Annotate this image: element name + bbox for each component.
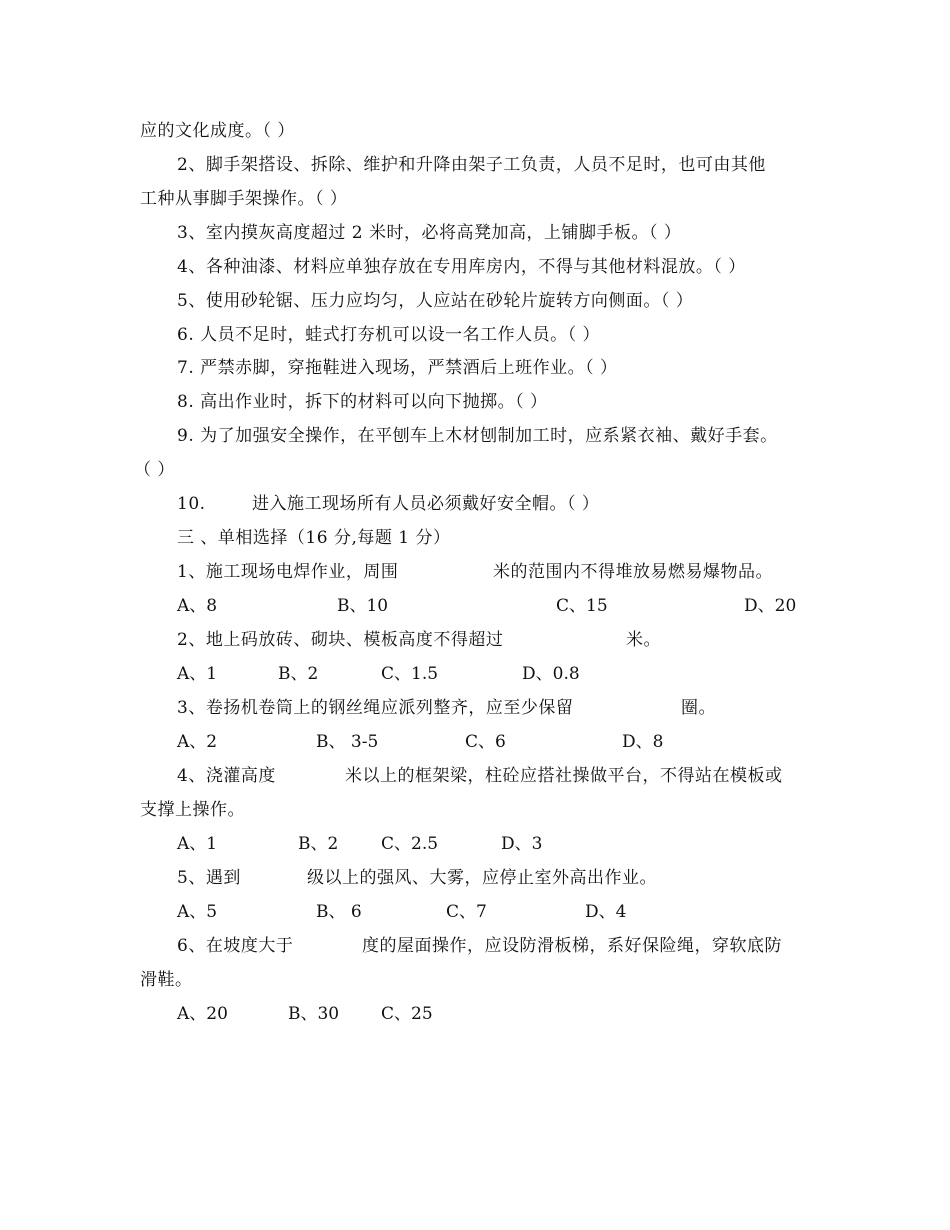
text-line: （ ） [134, 460, 175, 480]
option: A、20 [177, 1004, 228, 1024]
option: A、1 [177, 834, 218, 854]
option: B、30 [288, 1004, 340, 1024]
question-text: 级以上的强风、大雾，应停止室外高出作业。 [307, 868, 657, 888]
question-text: 米。 [626, 630, 661, 650]
option: C、6 [465, 732, 506, 752]
option: C、15 [556, 596, 608, 616]
question-text: 4、浇灌高度 [177, 766, 276, 786]
option: B、2 [278, 664, 319, 684]
option: D、3 [501, 834, 543, 854]
text-line: 3、室内摸灰高度超过 2 米时，必将高凳加高，上铺脚手板。（ ） [177, 223, 682, 243]
option: C、25 [381, 1004, 433, 1024]
option: D、0.8 [522, 664, 580, 684]
option: D、8 [622, 732, 664, 752]
option: C、7 [446, 902, 487, 922]
option: D、20 [744, 596, 797, 616]
question-text: 度的屋面操作，应设防滑板梯，系好保险绳，穿软底防 [362, 936, 782, 956]
question-text: 滑鞋。 [140, 970, 193, 990]
text-line: 应的文化成度。（ ） [140, 121, 295, 141]
question-text: 2、地上码放砖、砌块、模板高度不得超过 [177, 630, 504, 650]
text-line: 2、脚手架搭设、拆除、维护和升降由架子工负责，人员不足时，也可由其他 [177, 155, 766, 175]
option: D、4 [585, 902, 627, 922]
option: A、2 [177, 732, 218, 752]
option: B、10 [337, 596, 389, 616]
option: A、5 [177, 902, 218, 922]
option: B、2 [298, 834, 339, 854]
text-line: 进入施工现场所有人员必须戴好安全帽。（ ） [252, 494, 600, 514]
option: B、 3-5 [316, 732, 379, 752]
question-text: 支撑上操作。 [140, 800, 245, 820]
question-text: 3、卷扬机卷筒上的钢丝绳应派列整齐，应至少保留 [177, 698, 574, 718]
text-line: 7. 严禁赤脚，穿拖鞋进入现场，严禁酒后上班作业。（ ） [177, 358, 618, 378]
option: C、2.5 [381, 834, 439, 854]
text-line: 9. 为了加强安全操作，在平刨车上木材刨制加工时，应系紧衣袖、戴好手套。 [177, 426, 778, 446]
question-text: 圈。 [681, 698, 716, 718]
item-number: 10. [177, 494, 206, 514]
question-text: 米以上的框架梁，柱砼应搭社操做平台，不得站在模板或 [345, 766, 783, 786]
option: C、1.5 [381, 664, 439, 684]
question-text: 米的范围内不得堆放易燃易爆物品。 [493, 562, 773, 582]
text-line: 6. 人员不足时，蛙式打夯机可以设一名工作人员。（ ） [177, 325, 601, 345]
question-text: 1、施工现场电焊作业，周围 [177, 562, 399, 582]
question-text: 6、在坡度大于 [177, 936, 294, 956]
question-text: 5、遇到 [177, 868, 241, 888]
option: A、1 [177, 664, 218, 684]
text-line: 工种从事脚手架操作。（ ） [140, 189, 348, 209]
text-line: 5、使用砂轮锯、压力应均匀，人应站在砂轮片旋转方向侧面。（ ） [177, 291, 694, 311]
option: B、 6 [316, 902, 362, 922]
option: A、8 [177, 596, 218, 616]
text-line: 8. 高出作业时，拆下的材料可以向下抛掷。（ ） [177, 392, 548, 412]
section-heading: 三 、单相选择（16 分,每题 1 分） [177, 528, 451, 548]
text-line: 4、各种油漆、材料应单独存放在专用库房内，不得与其他材料混放。（ ） [177, 257, 746, 277]
